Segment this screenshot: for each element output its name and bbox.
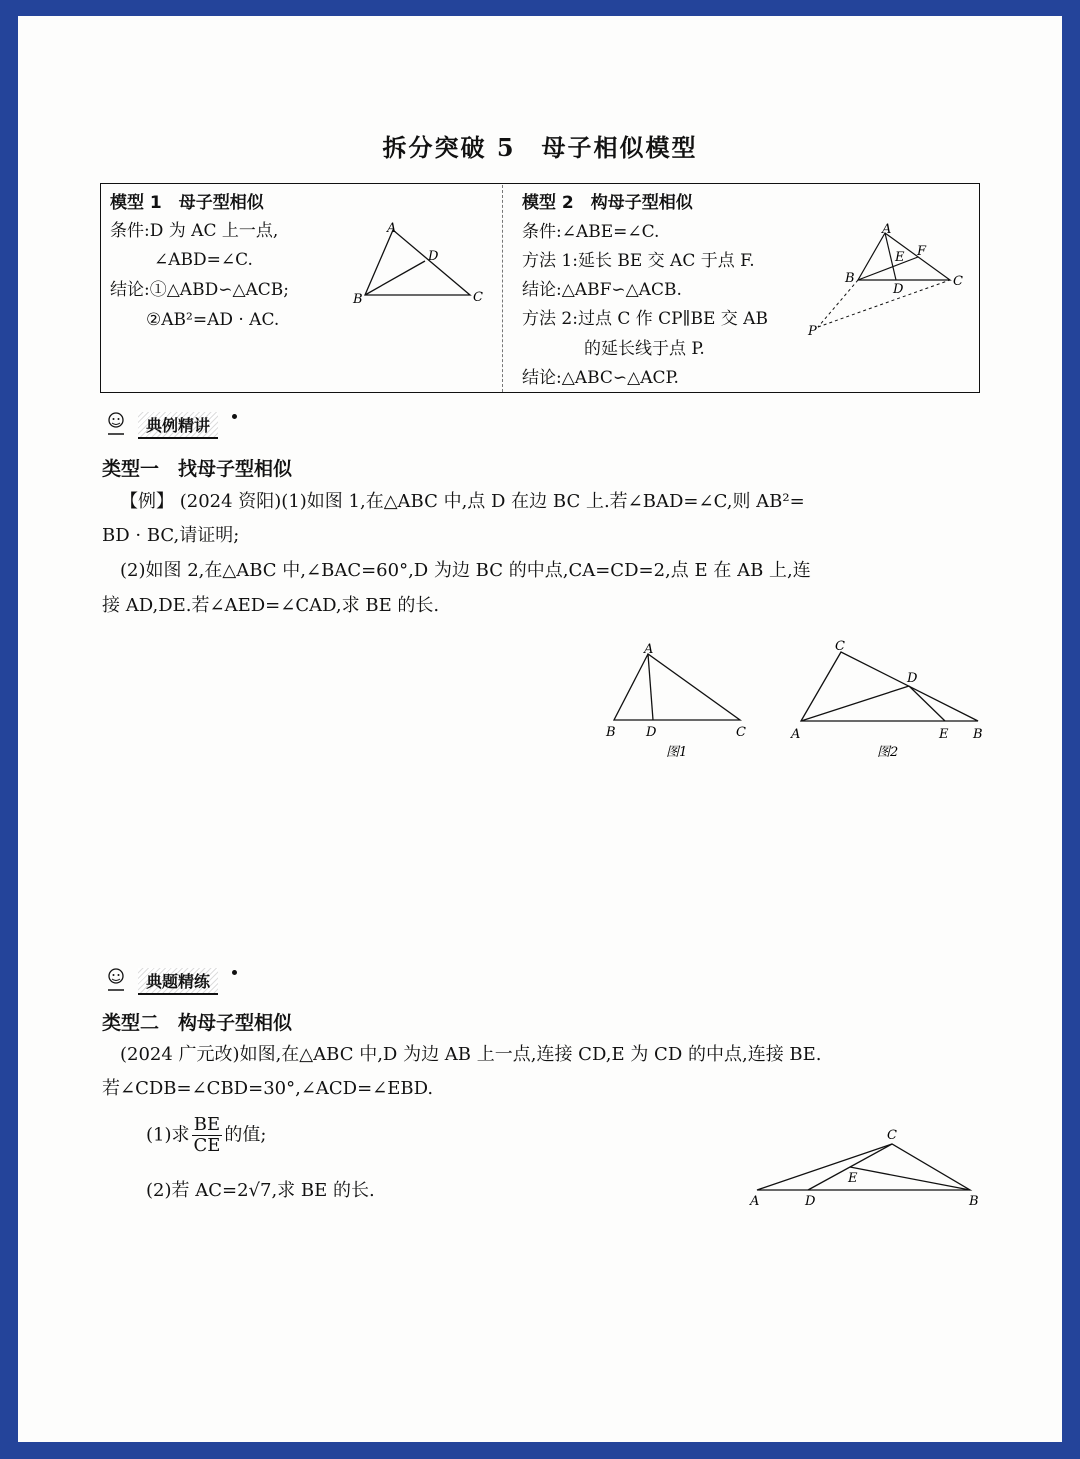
problem-label-b: B (969, 1194, 979, 1209)
fig1-label-a: A (644, 642, 654, 657)
section2-badge-label: 典题精练 (138, 968, 218, 995)
fig2-label-c: C (835, 639, 845, 654)
model2-label-e: E (895, 250, 905, 265)
model2-label-b: B (845, 271, 855, 286)
example-line-4: 接 AD,DE.若∠AED=∠CAD,求 BE 的长. (102, 595, 440, 616)
model2-label-f: F (917, 244, 927, 259)
model1-figure (345, 215, 495, 310)
model2-label-a: A (882, 222, 892, 237)
model1-label-a: A (387, 221, 397, 236)
problem-label-a: A (750, 1194, 760, 1209)
section1-badge-label: 典例精讲 (138, 412, 218, 439)
model1-label-c: C (473, 290, 483, 305)
question-1 (146, 1115, 267, 1156)
type1-heading: 类型一 找母子型相似 (102, 458, 293, 480)
model1-label-b: B (353, 292, 363, 307)
section1-badge (102, 410, 242, 436)
model2-method2: 方法 2:过点 C 作 CP∥BE 交 AB (522, 309, 768, 329)
model2-condition: 条件:∠ABE=∠C. (522, 222, 660, 242)
section2-badge (102, 966, 242, 992)
fig1-label-b: B (606, 725, 616, 740)
fig2-label-e: E (939, 727, 949, 742)
mascot-icon (102, 966, 132, 992)
fig1-label-c: C (736, 725, 746, 740)
fig2-label-b: B (973, 727, 983, 742)
model2-label-d: D (893, 282, 904, 297)
mascot-icon (102, 410, 132, 436)
fig2-caption: 图2 (877, 745, 899, 760)
model1-condition: 条件:D 为 AC 上一点, (110, 221, 279, 241)
fraction-denominator: CE (193, 1135, 221, 1156)
example-line-2: BD · BC,请证明; (102, 525, 240, 546)
fig2-label-d: D (907, 671, 918, 686)
badge-dot-icon (232, 414, 237, 419)
badge-dot-icon (232, 970, 237, 975)
page-title: 拆分突破 5 母子相似模型 (382, 133, 698, 162)
model2-conclusion1: 结论:△ABF∽△ACB. (522, 280, 682, 300)
problem-line-2: 若∠CDB=∠CBD=30°,∠ACD=∠EBD. (102, 1078, 434, 1099)
model1-conclusion: 结论:①△ABD∽△ACB; (110, 280, 290, 300)
example-line-1: 【例】 (2024 资阳)(1)如图 1,在△ABC 中,点 D 在边 BC 上.若∠BAD=∠C,则 AB²= (120, 491, 805, 512)
question-1-prefix: (1)求 (146, 1124, 190, 1146)
model2-conclusion2: 结论:△ABC∽△ACP. (522, 368, 679, 388)
model1-condition-angle: ∠ABD=∠C. (154, 250, 253, 270)
type2-heading: 类型二 构母子型相似 (102, 1012, 293, 1034)
model2-method2-continued: 的延长线于点 P. (584, 339, 705, 359)
problem-label-c: C (887, 1128, 897, 1143)
fig2-label-a: A (791, 727, 801, 742)
fig1-label-d: D (646, 725, 657, 740)
example-figure-1 (600, 636, 760, 766)
example-line-3: (2)如图 2,在△ABC 中,∠BAC=60°,D 为边 BC 的中点,CA=CD=2,点 E 在 AB 上,连 (120, 560, 811, 581)
fig1-caption: 图1 (666, 745, 688, 760)
question-2: (2)若 AC=2√7,求 BE 的长. (146, 1180, 375, 1201)
question-1-suffix: 的值; (224, 1124, 267, 1146)
model1-conclusion-2: ②AB²=AD · AC. (146, 310, 280, 330)
model1-label-d: D (428, 249, 439, 264)
model2-label-c: C (953, 274, 963, 289)
fraction-numerator: BE (192, 1115, 223, 1136)
model1-heading: 模型 1 母子型相似 (110, 193, 264, 213)
model2-method1: 方法 1:延长 BE 交 AC 于点 F. (522, 251, 755, 271)
example-figure-2 (785, 630, 990, 766)
model2-heading: 模型 2 构母子型相似 (522, 193, 693, 213)
model-box-divider (502, 185, 503, 392)
problem-label-d: D (805, 1194, 816, 1209)
model2-figure (800, 215, 975, 340)
problem-figure (745, 1122, 985, 1214)
problem-label-e: E (848, 1171, 858, 1186)
fraction-be-over-ce (192, 1115, 223, 1156)
model2-label-p: P (808, 324, 817, 339)
problem-line-1: (2024 广元改)如图,在△ABC 中,D 为边 AB 上一点,连接 CD,E 为 CD 的中点,连接 BE. (120, 1044, 822, 1065)
